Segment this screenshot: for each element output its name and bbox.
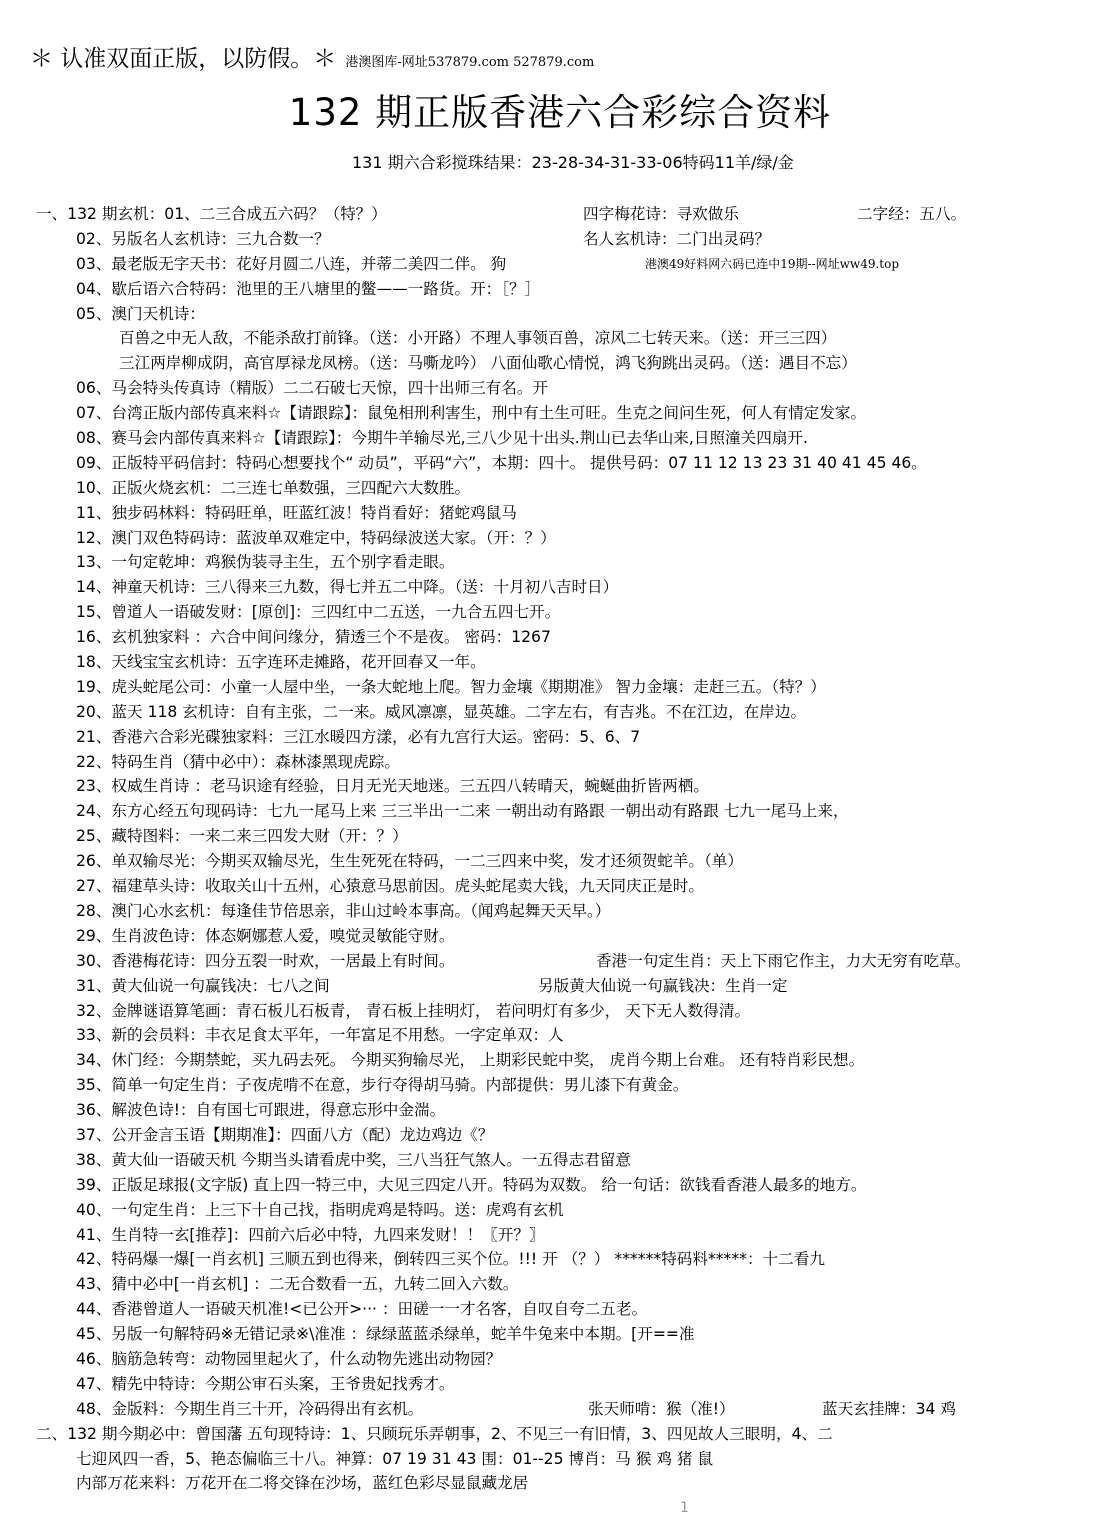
list-item-text: 09、正版特平码信封：特码心想要找个“ 动员”，平码“六”，本期：四十。 提供号码：07 11 12 13 23 31 40 41 45 46。 [76,453,927,472]
list-item-text: 14、神童天机诗：三八得来三九数，得七并五二中降。（送：十月初八吉时日） [76,578,619,597]
list-item [0,675,1120,700]
list-item [0,202,1120,227]
list-item-text: 15、曾道人一语破发财：[原创]：三四红中二五送，一九合五四七开。 [76,603,561,622]
list-item [0,1347,1120,1372]
list-item-text: 06、马会特头传真诗（精版）二二石破七天惊，四十出师三有名。开 [76,379,549,398]
list-item [0,1123,1120,1148]
header-line [30,40,594,73]
list-item [0,326,1120,351]
list-item [0,501,1120,526]
list-item-text: 蓝天玄挂牌：34 鸡 [822,1399,956,1418]
list-item-text: 07、台湾正版内部传真来料☆【请跟踪】：鼠兔相刑利害生，刑中有土生可旺。生克之间问生死，何人有情定发家。 [76,404,867,423]
list-item [0,252,1120,277]
anti-counterfeit-slogan: ＊ 认准双面正版，以防假。＊ [30,46,337,72]
list-item [0,476,1120,501]
list-item-text: 另版黄大仙说一句赢钱决：生肖一定 [538,976,788,995]
list-item [0,700,1120,725]
list-item-text: 13、一句定乾坤：鸡猴伪装寻主生，五个别字看走眼。 [76,553,455,572]
list-item [0,1023,1120,1048]
list-item-text: 04、歇后语六合特码：池里的王八塘里的鳖——一路货。开：［？］ [76,279,541,298]
list-item-text: 香港一句定生肖：天上下雨它作主，力大无穷有吃草。 [596,951,971,970]
list-item [0,974,1120,999]
list-item [0,1397,1120,1422]
list-item-text: 名人玄机诗：二门出灵码？ [583,229,771,248]
list-item [0,1073,1120,1098]
list-item [0,1247,1120,1272]
list-item-text: 二字经：五八。 [857,205,967,223]
list-item [0,600,1120,625]
list-item-text: 27、福建草头诗：收取关山十五州，心猿意马思前因。虎头蛇尾卖大钱，九天同庆正是时。 [76,877,704,896]
list-item [0,1297,1120,1322]
list-item [0,1447,1120,1472]
list-item-text: 19、虎头蛇尾公司：小童一人屋中坐，一条大蛇地上爬。智力金壤《期期准》 智力金壤：走赶三五。（特？） [76,677,826,696]
list-item-text: 张天师啃：猴（准!） [588,1399,735,1418]
list-item-text: 24、东方心经五句现码诗：七九一尾马上来 三三半出一二来 一朝出动有路跟 一朝出动有路跟 七九一尾马上来， [76,802,849,821]
list-item-text: 03、最老版无字天书：花好月圆二八连，并蒂二美四二伴。 狗 [76,254,507,273]
list-item-text: 七迎风四一香，5、艳态偏临三十八。神算：07 19 31 43 围：01--25 博肖：马 猴 鸡 猪 鼠 [76,1449,714,1468]
list-item [0,1422,1120,1447]
list-item-text: 34、休门经：今期禁蛇，买九码去死。 今期买狗输尽光， 上期彩民蛇中奖， 虎肖今期上台难。 还有特肖彩民想。 [76,1051,865,1070]
list-item-text: 38、黄大仙一语破天机 今期当头请看虎中奖，三八当狂气煞人。一五得志君留意 [76,1150,631,1169]
list-item-text: 23、权威生肖诗 ：老马识途有经验，日月无光天地迷。三五四八转晴天，蜿蜒曲折皆两栖。 [76,777,709,796]
list-item-text: 02、另版名人玄机诗：三九合数一？ [76,229,330,248]
content-list [0,202,1120,1496]
list-item [0,401,1120,426]
list-item-text: 18、天线宝宝玄机诗：五字连环走摊路，花开回春又一年。 [76,653,486,672]
list-item [0,999,1120,1024]
list-item [0,949,1120,974]
list-item-text: 43、猜中必中[一肖玄机] ：二无合数看一五，九转二回入六数。 [76,1275,519,1294]
list-item [0,799,1120,824]
list-item [0,725,1120,750]
previous-draw-result: 131 期六合彩搅珠结果：23-28-34-31-33-06特码11羊/绿/金 [352,153,794,172]
list-item-text: 11、独步码林料：特码旺单，旺蓝红波！特肖看好：猪蛇鸡鼠马 [76,503,517,522]
list-item-text: 42、特码爆一爆[一肖玄机] 三顺五到也得来，倒转四三买个位。!!! 开 （？） ******特码料*****：十二看九 [76,1250,825,1269]
list-item-text: 28、澳门心水玄机：每逢佳节倍思亲，非山过岭本事高。（闻鸡起舞天天早。） [76,901,611,920]
list-item-text: 16、玄机独家料 ：六合中间问缘分，猜透三个不是夜。 密码：1267 [76,628,551,647]
list-item-text: 44、香港曾道人一语破天机准!<已公开>··· ：田磋一一才名客，自叹自夸二五老。 [76,1300,648,1319]
page-number: 1 [680,1500,689,1516]
list-item [0,824,1120,849]
list-item [0,550,1120,575]
list-item [0,1173,1120,1198]
list-item-text: 22、特码生肖（猜中必中）：森林漆黑现虎踪。 [76,752,400,771]
list-item-text: 25、藏特图料：一来二来三四发大财（开：？） [76,827,408,846]
list-item [0,277,1120,302]
list-item [0,924,1120,949]
list-item [0,625,1120,650]
list-item [0,1148,1120,1173]
list-item-text: 一、132 期玄机：01、二三合成五六码？（特？） [36,205,387,223]
list-item [0,1048,1120,1073]
list-item [0,1198,1120,1223]
list-item-text: 26、单双输尽光：今期买双输尽光，生生死死在特码，一二三四来中奖，发才还须贺蛇羊。（单） [76,852,743,871]
list-item [0,426,1120,451]
list-item-text: 41、生肖特一玄[推荐]：四前六后必中特，九四来发财！！〖开？〗 [76,1225,545,1244]
list-item-text: 三江两岸柳成阴，高官厚禄龙凤榜。（送：马嘶龙吟） 八面仙歌心情悦，鸿飞狗跳出灵码。（送：遇目不忘） [119,354,857,373]
list-item-text: 12、澳门双色特码诗：蓝波单双难定中，特码绿波送大家。（开：？） [76,528,556,547]
list-item [0,1223,1120,1248]
list-item [0,874,1120,899]
list-item [0,1471,1120,1496]
list-item [0,227,1120,252]
list-item-text: 46、脑筋急转弯：动物园里起火了，什么动物先逃出动物园？ [76,1349,502,1368]
list-item [0,1372,1120,1397]
site-watermark: 港澳图库-网址537879.com 527879.com [345,55,595,70]
list-item-text: 四字梅花诗：寻欢做乐 [583,205,739,223]
list-item-text: 47、精先中特诗：今期公审石头案，王爷贵妃找秀才。 [76,1374,455,1393]
list-item [0,774,1120,799]
list-item-text: 29、生肖波色诗：体态婀娜惹人爱，嗅觉灵敏能守财。 [76,926,455,945]
list-item-text: 百兽之中无人敌，不能杀敌打前锋。（送：小开路）不理人事领百兽，凉风二七转天来。（送：开三三四） [119,329,837,348]
list-item-text: 31、黄大仙说一句赢钱决：七八之间 [76,976,330,995]
list-item [0,1272,1120,1297]
list-item-text: 45、另版一句解特码※无错记录※\准准 ：绿绿蓝蓝杀绿单，蛇羊牛兔来中本期。[开==准 [76,1325,695,1344]
list-item [0,650,1120,675]
list-item [0,849,1120,874]
list-item-text: 二、132 期今期必中：曾国藩 五句现特诗：1、只顾玩乐弄朝事，2、不见三一有旧情，3、四见故人三眼明，4、二 [36,1424,833,1443]
list-item-text: 05、澳门天机诗： [76,304,205,323]
list-item-text: 33、新的会员料：丰衣足食太平年，一年富足不用愁。一字定单双：人 [76,1026,564,1045]
list-item [0,575,1120,600]
list-item [0,302,1120,327]
list-item-text: 港澳49好料网六码已连中19期--网址ww49.top [645,256,900,271]
list-item-text: 10、正版火烧玄机：二三连七单数强，三四配六大数胜。 [76,478,471,497]
list-item-text: 48、金版料：今期生肖三十开，冷码得出有玄机。 [76,1399,424,1418]
list-item-text: 30、香港梅花诗：四分五裂一时欢，一居最上有时间。 [76,951,455,970]
list-item [0,526,1120,551]
list-item [0,750,1120,775]
list-item [0,376,1120,401]
list-item [0,451,1120,476]
list-item-text: 08、赛马会内部传真来料☆【请跟踪】：今期牛羊输尽光,三八少见十出头.荆山已去华山来,日照潼关四扇开. [76,429,808,448]
list-item-text: 20、蓝天 118 玄机诗：自有主张，二一来。威风凛凛，显英雄。二字左右，有吉兆。不在江边，在岸边。 [76,702,807,721]
list-item [0,1098,1120,1123]
document-title: 132 期正版香港六合彩综合资料 [288,91,832,134]
list-item-text: 21、香港六合彩光碟独家料：三江水暖四方漾，必有九宫行大运。密码：5、6、7 [76,727,641,746]
list-item-text: 35、简单一句定生肖：子夜虎啃不在意，步行夺得胡马骑。内部提供：男儿漆下有黄金。 [76,1076,689,1095]
list-item [0,351,1120,376]
list-item-text: 32、金牌谜语算笔画：青石板儿石板青， 青石板上挂明灯， 若问明灯有多少， 天下无人数得清。 [76,1001,751,1020]
list-item-text: 内部万花来料：万花开在二将交锋在沙场，蓝红色彩尽显鼠藏龙居 [76,1474,529,1493]
list-item-text: 40、一句定生肖：上三下十自己找，指明虎鸡是特吗。送：虎鸡有玄机 [76,1200,564,1219]
list-item [0,1322,1120,1347]
list-item-text: 39、正版足球报(文字版) 直上四一特三中，大见三四定八开。特码为双数。 给一句话：欲钱看香港人最多的地方。 [76,1175,867,1194]
list-item-text: 37、公开金言玉语【期期准】：四面八方（配）龙边鸡边《？ [76,1125,494,1144]
list-item-text: 36、解波色诗!：自有国七可跟进，得意忘形中金湍。 [76,1101,446,1120]
list-item [0,899,1120,924]
